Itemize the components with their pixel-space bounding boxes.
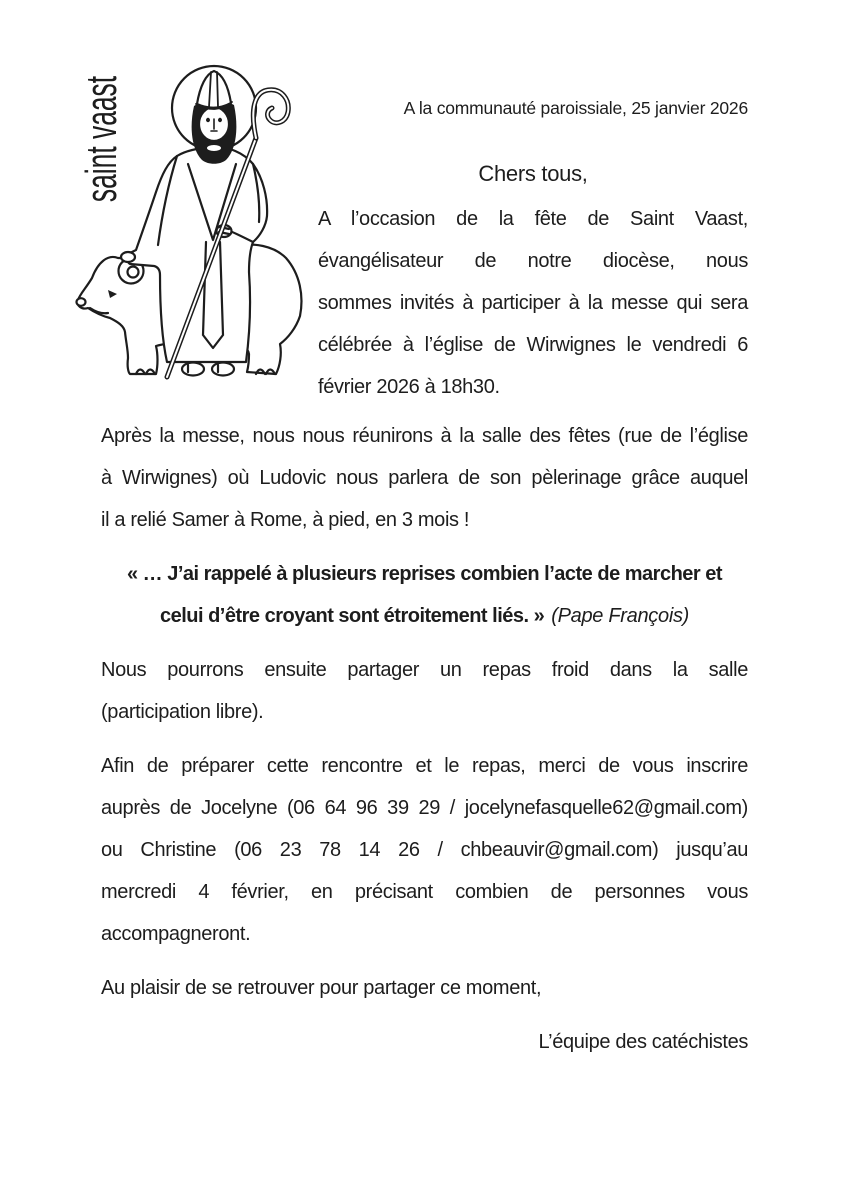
sandal-right	[212, 363, 234, 376]
after-mass-paragraph	[101, 415, 748, 541]
salutation: Chers tous,	[478, 161, 588, 186]
paragraph-line: Afin de préparer cette rencontre et le repas, merci de vous inscrire	[101, 755, 748, 777]
paragraph-line: évangélisateur de notre diocèse, nous	[318, 250, 748, 272]
letter-header-column	[318, 96, 748, 420]
quote-attribution: (Pape François)	[551, 605, 690, 627]
bear-nose	[77, 298, 86, 306]
quote-line-2-text: celui d’être croyant sont étroitement liés. »	[159, 605, 545, 627]
signature: L’équipe des catéchistes	[538, 1031, 748, 1053]
paragraph-line: ou Christine (06 23 78 14 26 / chbeauvir@gmail.com) jusqu’au	[101, 839, 748, 861]
date-line: A la communauté paroissiale, 25 janvier 2026	[403, 98, 748, 118]
left-hand	[121, 252, 135, 262]
vertical-logo-title-text: saint vaast	[77, 75, 126, 203]
paragraph-line: (participation libre).	[101, 701, 264, 723]
paragraph-line: février 2026 à 18h30.	[318, 376, 500, 398]
paragraph-line: Nous pourrons ensuite partager un repas froid dans la salle	[101, 659, 748, 681]
paragraph-line: il a relié Samer à Rome, à pied, en 3 mois !	[101, 509, 470, 531]
intro-paragraph	[318, 198, 748, 408]
quote-line-2	[101, 595, 748, 637]
registration-paragraph	[101, 745, 748, 955]
meal-paragraph	[101, 649, 748, 733]
eye-left	[206, 118, 210, 122]
saint-vaast-illustration	[70, 50, 350, 400]
quote-line-1: « … J’ai rappelé à plusieurs reprises combien l’acte de marcher et	[126, 563, 723, 585]
closing-line: Au plaisir de se retrouver pour partager ce moment,	[101, 977, 542, 999]
paragraph-line: sommes invités à participer à la messe qui sera	[318, 292, 748, 314]
eye-right	[218, 118, 222, 122]
paragraph-line: célébrée à l’église de Wirwignes le vendredi 6	[318, 334, 748, 356]
paragraph-line: A l’occasion de la fête de Saint Vaast,	[318, 208, 748, 230]
letter-body	[101, 415, 748, 1063]
paragraph-line: à Wirwignes) où Ludovic nous parlera de son pèlerinage grâce auquel	[101, 467, 748, 489]
paragraph-line: accompagneront.	[101, 923, 251, 945]
paragraph-line: mercredi 4 février, en précisant combien de personnes vous	[101, 881, 748, 903]
mouth	[207, 145, 221, 151]
paragraph-line: Après la messe, nous nous réunirons à la salle des fêtes (rue de l’église	[101, 425, 748, 447]
paragraph-line: auprès de Jocelyne (06 64 96 39 29 / jocelynefasquelle62@gmail.com)	[101, 797, 748, 819]
sandal-left	[182, 363, 204, 376]
pope-quote	[101, 553, 748, 637]
